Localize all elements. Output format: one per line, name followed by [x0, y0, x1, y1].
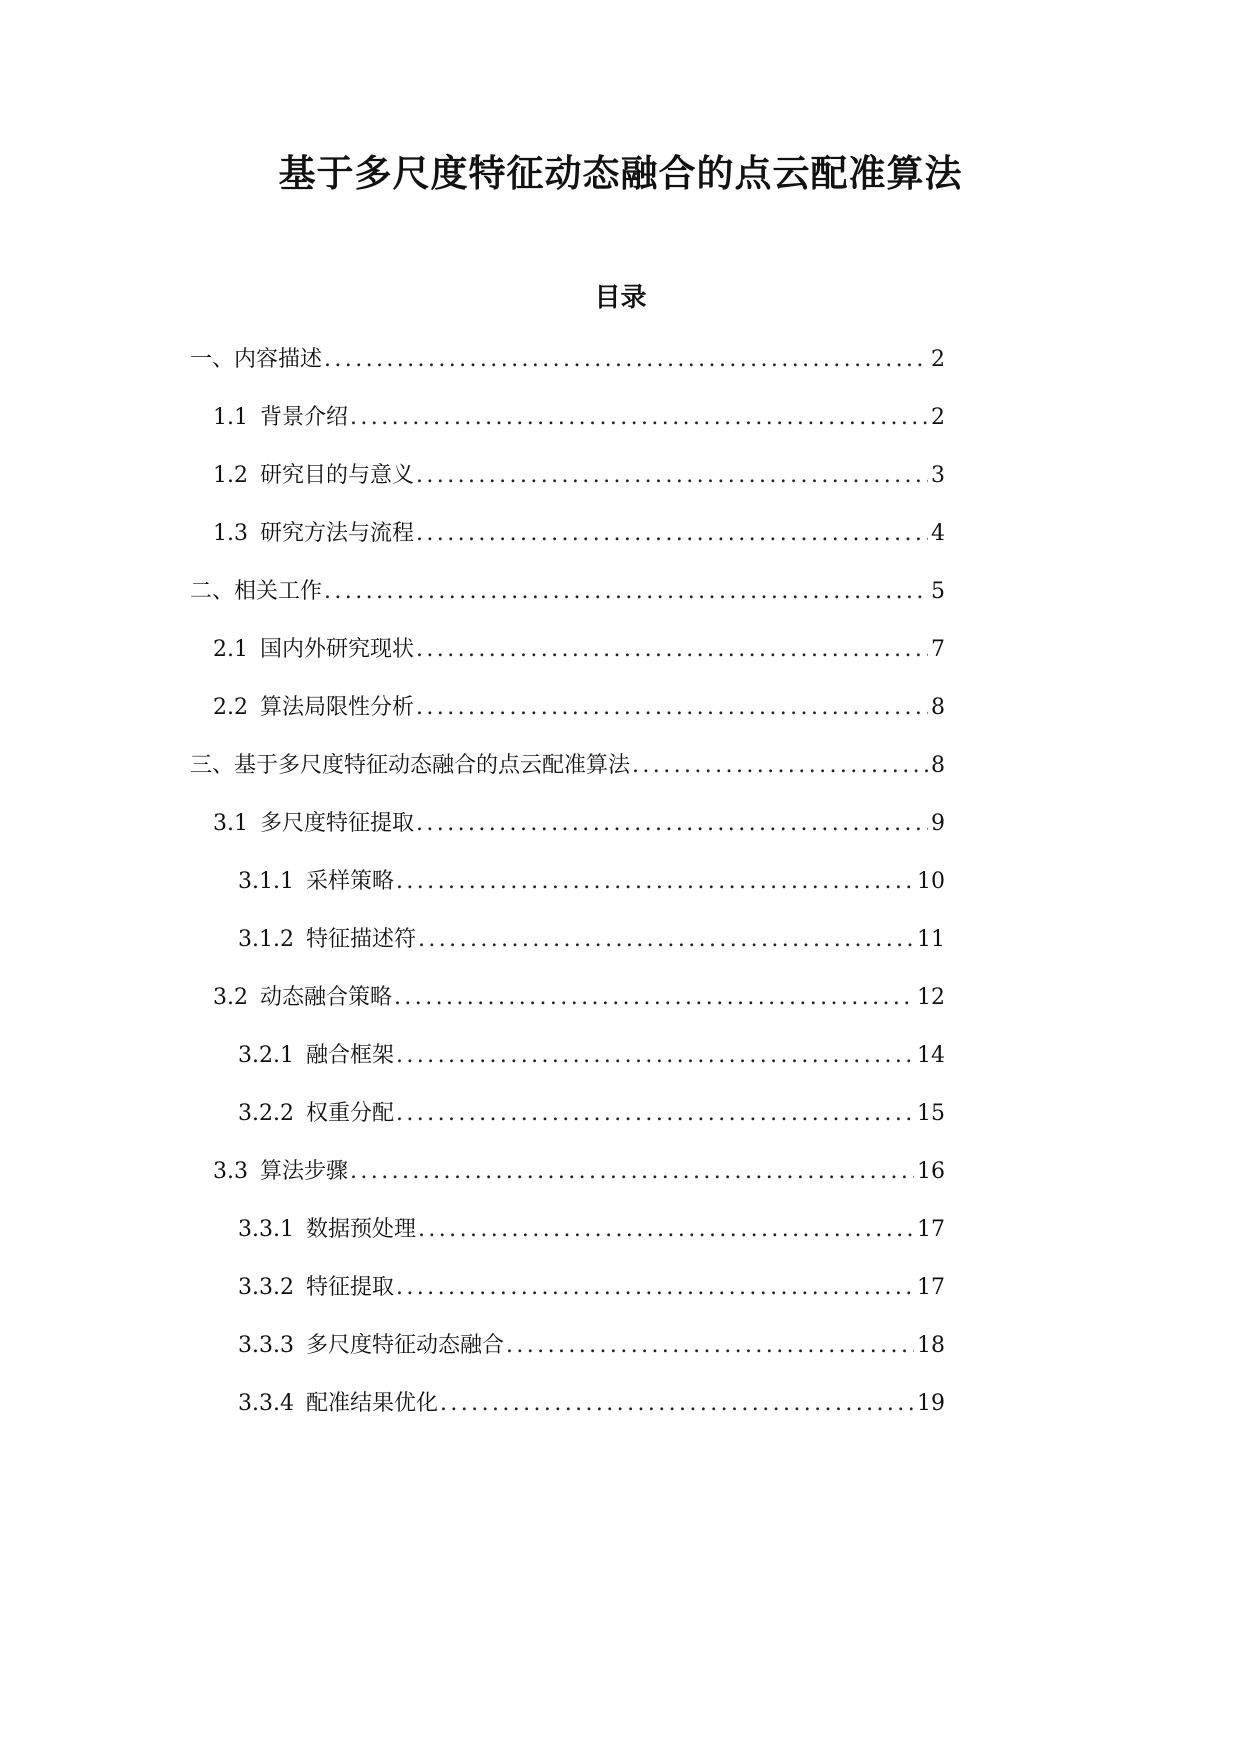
toc-entry[interactable]	[238, 1329, 945, 1363]
toc-dot-leader	[350, 1155, 914, 1189]
toc-entry[interactable]	[213, 981, 945, 1015]
toc-entry[interactable]	[213, 1155, 945, 1189]
toc-entry-title: 一、内容描述	[190, 347, 323, 372]
toc-entry-number: 3.2.1	[238, 1043, 294, 1068]
toc-entry[interactable]	[213, 459, 945, 493]
toc-entry-page-number: 7	[931, 637, 945, 662]
toc-entry[interactable]	[238, 923, 945, 957]
toc-entry-page-number: 4	[931, 521, 945, 546]
toc-dot-leader	[418, 1213, 914, 1247]
toc-entry-page-number: 12	[917, 985, 945, 1010]
toc-entry[interactable]	[238, 1039, 945, 1073]
toc-entry-page-number: 15	[917, 1101, 945, 1126]
toc-dot-leader	[324, 575, 928, 609]
toc-entry-page-number: 10	[917, 869, 945, 894]
toc-dot-leader	[396, 1039, 914, 1073]
toc-entry-page-number: 16	[917, 1159, 945, 1184]
toc-dot-leader	[416, 459, 928, 493]
toc-entry[interactable]	[213, 691, 945, 725]
toc-entry-page-number: 11	[917, 927, 945, 952]
toc-heading: 目录	[594, 283, 647, 313]
toc-dot-leader	[396, 1271, 914, 1305]
toc-entry-number: 3.2	[213, 985, 248, 1010]
toc-dot-leader	[440, 1387, 914, 1421]
toc-entry-title: 算法步骤	[260, 1159, 349, 1184]
toc-entry-page-number: 19	[917, 1391, 945, 1416]
toc-entry-number: 2.1	[213, 637, 248, 662]
toc-dot-leader	[350, 401, 928, 435]
toc-entry-page-number: 3	[931, 463, 945, 488]
toc-entry[interactable]	[190, 575, 945, 609]
toc-entry-page-number: 9	[931, 811, 945, 836]
toc-dot-leader	[506, 1329, 914, 1363]
toc-entry-title: 权重分配	[305, 1101, 394, 1126]
toc-entry[interactable]	[238, 1271, 945, 1305]
toc-entry[interactable]	[238, 1387, 945, 1421]
toc-entry-title: 算法局限性分析	[260, 695, 415, 720]
toc-entry-title: 特征描述符	[305, 927, 416, 952]
toc-entry-number: 3.3	[213, 1159, 248, 1184]
toc-entry-page-number: 8	[931, 695, 945, 720]
toc-entry-title: 研究目的与意义	[260, 463, 415, 488]
toc-entry-title: 多尺度特征动态融合	[305, 1333, 504, 1358]
toc-entry-title: 采样策略	[305, 869, 394, 894]
toc-dot-leader	[396, 1097, 914, 1131]
toc-entry[interactable]	[213, 807, 945, 841]
toc-entry[interactable]	[213, 633, 945, 667]
toc-entry-number: 2.2	[213, 695, 248, 720]
toc-entry-title: 特征提取	[305, 1275, 394, 1300]
toc-entry-title: 研究方法与流程	[260, 521, 415, 546]
toc-dot-leader	[416, 691, 928, 725]
toc-dot-leader	[416, 517, 928, 551]
toc-entry-number: 1.3	[213, 521, 248, 546]
toc-entry[interactable]	[238, 1097, 945, 1131]
toc-entry-page-number: 5	[931, 579, 945, 604]
toc-entry[interactable]	[238, 865, 945, 899]
toc-dot-leader	[416, 633, 928, 667]
toc-entry-number: 3.3.4	[238, 1391, 294, 1416]
toc-entry[interactable]	[190, 749, 945, 783]
toc-entry-page-number: 8	[931, 753, 945, 778]
toc-dot-leader	[396, 865, 914, 899]
toc-entry-number: 3.3.3	[238, 1333, 294, 1358]
document-title: 基于多尺度特征动态融合的点云配准算法	[278, 151, 963, 195]
toc-entry-number: 3.1	[213, 811, 248, 836]
toc-entry-page-number: 2	[931, 347, 945, 372]
toc-entry-title: 数据预处理	[305, 1217, 416, 1242]
toc-entry-title: 多尺度特征提取	[260, 811, 415, 836]
toc-entry[interactable]	[213, 401, 945, 435]
toc-entry-title: 国内外研究现状	[260, 637, 415, 662]
toc-entry-title: 动态融合策略	[260, 985, 393, 1010]
toc-entry-number: 3.2.2	[238, 1101, 294, 1126]
toc-entry[interactable]	[213, 517, 945, 551]
toc-dot-leader	[324, 343, 928, 377]
toc-entry-page-number: 17	[917, 1217, 945, 1242]
toc-entry-number: 3.3.1	[238, 1217, 294, 1242]
toc-entry-title: 配准结果优化	[305, 1391, 438, 1416]
toc-entry-number: 1.2	[213, 463, 248, 488]
toc-entry[interactable]	[238, 1213, 945, 1247]
toc-entry-page-number: 2	[931, 405, 945, 430]
toc-entry-page-number: 14	[917, 1043, 945, 1068]
toc-entry-title: 三、基于多尺度特征动态融合的点云配准算法	[190, 753, 631, 778]
toc-entry-page-number: 18	[917, 1333, 945, 1358]
toc-entry-title: 融合框架	[305, 1043, 394, 1068]
toc-entry-number: 1.1	[213, 405, 248, 430]
toc-entry[interactable]	[190, 343, 945, 377]
toc-entry-page-number: 17	[917, 1275, 945, 1300]
toc-entry-title: 背景介绍	[260, 405, 349, 430]
toc-dot-leader	[416, 807, 928, 841]
toc-entry-number: 3.1.2	[238, 927, 294, 952]
toc-entry-number: 3.3.2	[238, 1275, 294, 1300]
toc-dot-leader	[632, 749, 928, 783]
toc-dot-leader	[394, 981, 914, 1015]
toc-entry-number: 3.1.1	[238, 869, 294, 894]
toc-dot-leader	[418, 923, 914, 957]
toc-entry-title: 二、相关工作	[190, 579, 323, 604]
